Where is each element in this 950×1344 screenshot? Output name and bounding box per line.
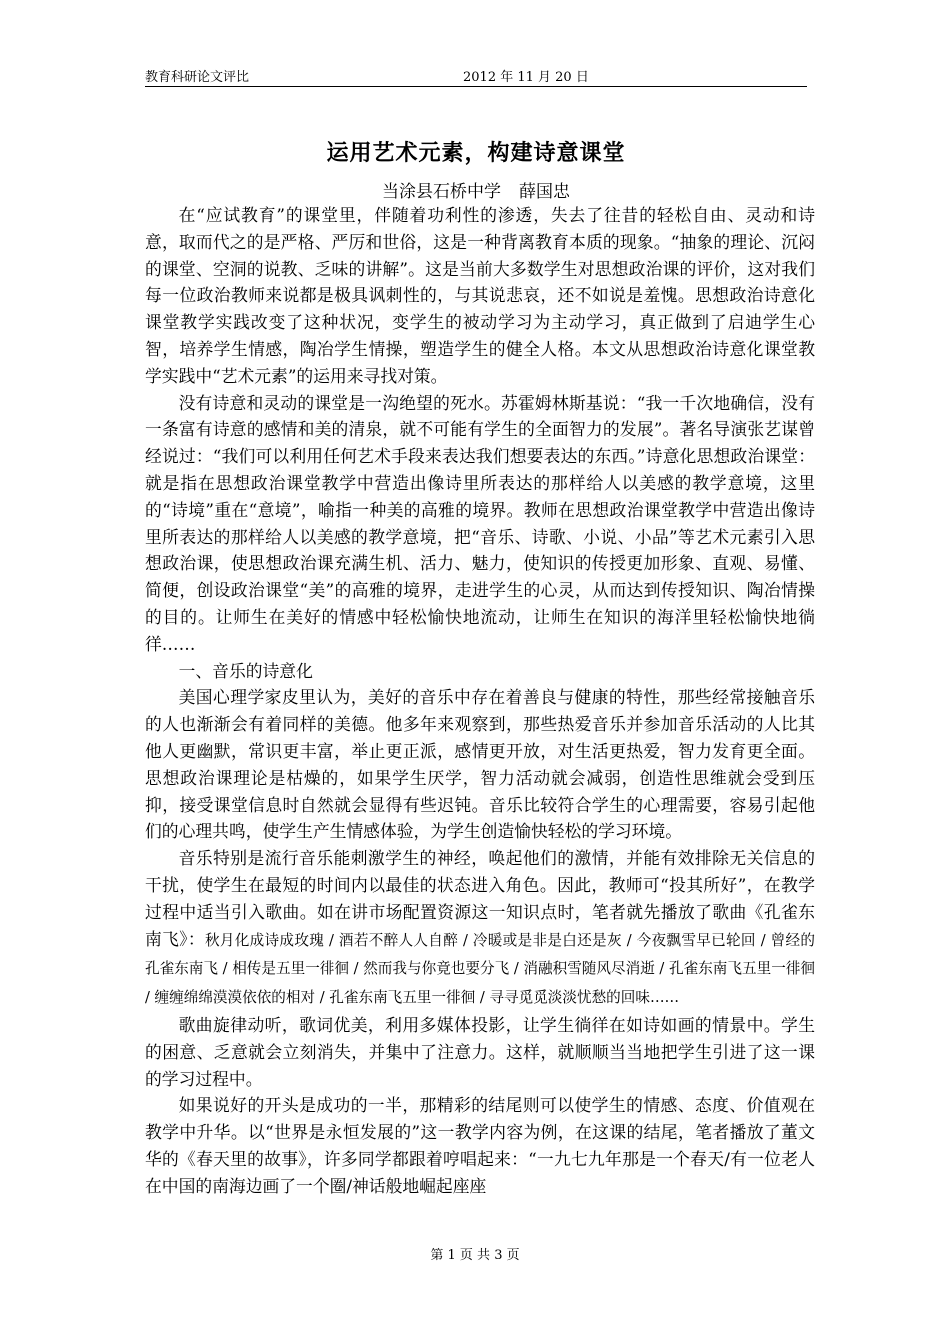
paragraph-text: 音乐特别是流行音乐能刺激学生的神经，唤起他们的激情，并能有效排除无关信息的干扰，使学生在最短的时间内以最佳的状态进入角色。因此，教师可“投其所好”，在教学过程中适当引入歌曲。如在讲市场配置资源这一知识点时，笔者就先播放了歌曲《孔雀东南飞》： bbox=[145, 848, 815, 949]
author-line bbox=[145, 177, 807, 202]
paragraph bbox=[145, 845, 815, 1012]
page-header bbox=[145, 62, 807, 87]
header-left-text: 教育科研论文评比 bbox=[145, 70, 250, 85]
header-date: 2012 年 11 月 20 日 bbox=[463, 70, 589, 85]
article-body bbox=[145, 202, 815, 1199]
paragraph: 美国心理学家皮里认为，美好的音乐中存在着善良与健康的特性，那些经常接触音乐的人也渐渐会有着同样的美德。他多年来观察到，那些热爱音乐并参加音乐活动的人比其他人更幽默，常识更丰富，举止更正派，感情更开放，对生活更热爱，智力发育更全面。思想政治课理论是枯燥的，如果学生厌学，智力活动就会减弱，创造性思维就会受到压抑，接受课堂信息时自然就会显得有些迟钝。音乐比较符合学生的心理需要，容易引起他们的心理共鸣，使学生产生情感体验，为学生创造愉快轻松的学习环境。 bbox=[145, 687, 815, 842]
paragraph: 歌曲旋律动听，歌词优美，利用多媒体投影，让学生徜徉在如诗如画的情景中。学生的困意、乏意就会立刻消失，并集中了注意力。这样，就顺顺当当地把学生引进了这一课的学习过程中。 bbox=[145, 1014, 815, 1089]
paragraph: 没有诗意和灵动的课堂是一沟绝望的死水。苏霍姆林斯基说：“我一千次地确信，没有一条富有诗意的感情和美的清泉，就不可能有学生的全面智力的发展”。著名导演张艺谋曾经说过：“我们可以利用任何艺术手段来表达我们想要表达的东西。”诗意化思想政治课堂：就是指在思想政治课堂教学中营造出像诗里所表达的那样给人以美感的教学意境，这里的“诗境”重在“意境”，喻指一种美的高雅的境界。教师在思想政治课堂教学中营造出像诗里所表达的那样给人以美感的教学意境，把“音乐、诗歌、小说、小品”等艺术元素引入思想政治课，使思想政治课充满生机、活力、魅力，使知识的传授更加形象、直观、易懂、简便，创设政治课堂“美”的高雅的境界，走进学生的心灵，从而达到传授知识、陶冶情操的目的。让师生在美好的情感中轻松愉快地流动，让师生在知识的海洋里轻松愉快地徜徉…… bbox=[145, 392, 815, 654]
section-heading: 一、音乐的诗意化 bbox=[178, 660, 313, 681]
page-footer: 第 1 页 共 3 页 bbox=[430, 1248, 520, 1263]
paragraph: 如果说好的开头是成功的一半，那精彩的结尾则可以使学生的情感、态度、价值观在教学中升华。以“世界是永恒发展的”这一教学内容为例，在这课的结尾，笔者播放了董文华的《春天里的故事》，许多同学都跟着哼唱起来：“一九七九年那是一个春天/有一位老人在中国的南海边画了一个圈/神话般地崛起座座 bbox=[145, 1095, 815, 1196]
author-name: 薛国忠 bbox=[519, 182, 570, 202]
song-lyrics: 秋月化成诗成玫瑰 / 酒若不醉人人自醉 / 冷暖或是非是白还是灰 / 今夜飘雪早已轮回 / 曾经的孔雀东南飞 / 相传是五里一徘徊 / 然而我与你竟也要分飞 / 消融积雪随风尽消逝 / 孔雀东南飞五里一徘徊 / 缠缠绵绵漠漠依依的相对 / 孔雀东南飞五里一徘徊 / 寻寻觅觅淡淡忧愁的回味…… bbox=[145, 931, 815, 1007]
author-school: 当涂县石桥中学 bbox=[382, 182, 501, 202]
article-title: 运用艺术元素，构建诗意课堂 bbox=[326, 141, 626, 166]
paragraph: 在“应试教育”的课堂里，伴随着功利性的渗透，失去了往昔的轻松自由、灵动和诗意，取而代之的是严格、严厉和世俗，这是一种背离教育本质的现象。“抽象的理论、沉闷的课堂、空洞的说教、乏味的讲解”。这是当前大多数学生对思想政治课的评价，这对我们每一位政治教师来说都是极具讽刺性的，与其说悲哀，还不如说是羞愧。思想政治诗意化课堂教学实践改变了这种状况，变学生的被动学习为主动学习，真正做到了启迪学生心智，培养学生情感，陶冶学生情操，塑造学生的健全人格。本文从思想政治诗意化课堂教学实践中“艺术元素”的运用来寻找对策。 bbox=[145, 205, 815, 386]
